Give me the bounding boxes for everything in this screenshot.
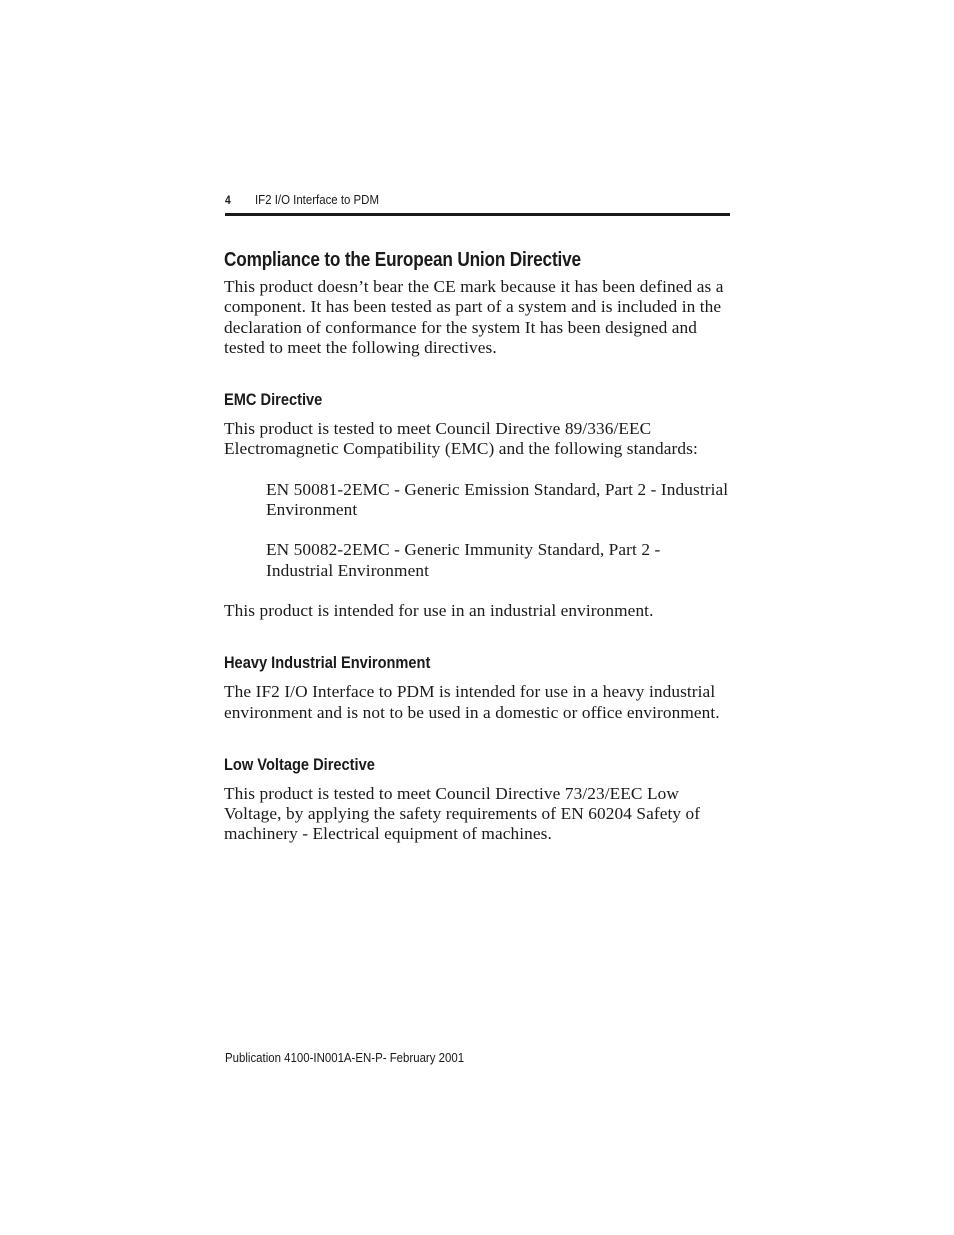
page-number: 4 [225, 193, 231, 207]
header-rule [225, 213, 730, 216]
emc-standard-2: EN 50082-2EMC - Generic Immunity Standard, Part 2 - Industrial Environment [266, 540, 661, 580]
page-header [225, 192, 730, 217]
low-voltage-paragraph: This product is tested to meet Council Directive 73/23/EEC Low Voltage, by applying the safety requirements of EN 60204 Safety of machinery - Electrical equipment of machines. [224, 783, 701, 844]
emc-paragraph: This product is tested to meet Council Directive 89/336/EEC Electromagnetic Compatibility (EMC) and the following standards: [224, 419, 698, 459]
intro-paragraph: This product doesn’t bear the CE mark because it has been defined as a component. It has been tested as part of a system and is included in the declaration of conformance for the system It has been designed and tested to meet the following directives. [224, 277, 724, 357]
section-title: Compliance to the European Union Directive [224, 249, 581, 271]
publication-footer: Publication 4100-IN001A-EN-P- February 2001 [225, 1050, 465, 1065]
low-voltage-heading: Low Voltage Directive [224, 754, 375, 774]
main-content [224, 246, 730, 845]
heavy-industrial-paragraph: The IF2 I/O Interface to PDM is intended for use in a heavy industrial environment and is not to be used in a domestic or office environment. [224, 682, 720, 722]
emc-heading: EMC Directive [224, 390, 323, 410]
emc-standard-1: EN 50081-2EMC - Generic Emission Standard, Part 2 - Industrial Environment [266, 479, 729, 520]
emc-closing: This product is intended for use in an industrial environment. [224, 600, 654, 620]
running-title: IF2 I/O Interface to PDM [255, 192, 379, 207]
heavy-industrial-heading: Heavy Industrial Environment [224, 653, 431, 673]
